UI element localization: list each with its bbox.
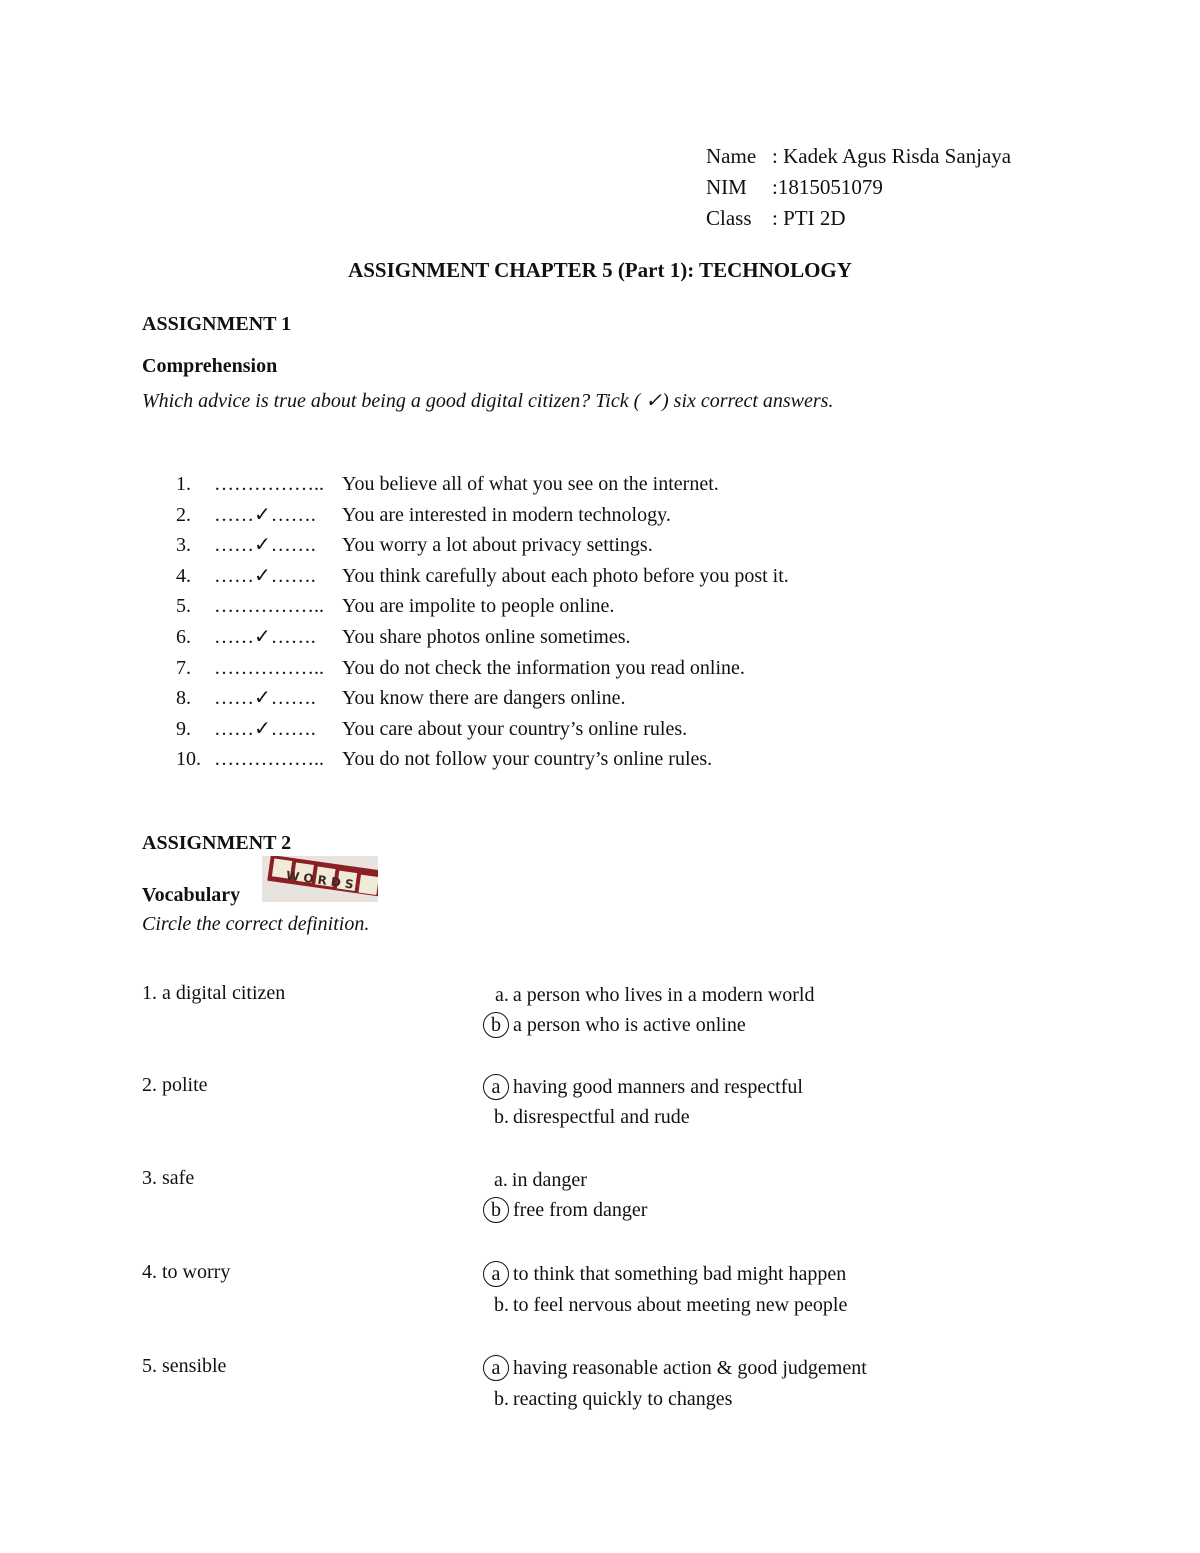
class-value: : PTI 2D [772,206,846,230]
item-number: 8. [176,687,191,710]
item-answer-mark: ……✓……. [214,717,316,740]
vocab-term: 4. to worry [142,1261,231,1283]
item-answer-mark: …………….. [214,473,324,495]
option-a [495,981,815,1009]
item-answer-mark: ……✓……. [214,503,316,526]
option-text: having good manners and respectful [513,1075,803,1098]
name-value: : Kadek Agus Risda Sanjaya [772,144,1012,168]
option-a [494,1166,587,1194]
vocab-term: 2. polite [142,1074,208,1096]
item-answer-mark: …………….. [214,595,324,618]
option-text: a person who lives in a modern world [512,983,815,1006]
item-text: You do not check the information you read online. [342,656,745,679]
item-text: You do not follow your country’s online rules. [342,748,713,771]
words-image-text: W O R D S [285,868,355,892]
option-text: to think that something bad might happen [513,1262,847,1285]
nim-value: :1815051079 [772,175,883,199]
comprehension-instruction: Which advice is true about being a good digital citizen? Tick ( ✓) six correct answers. [142,390,834,412]
item-text: You care about your country’s online rules. [342,717,688,740]
student-info [706,141,1011,234]
option-text: reacting quickly to changes [513,1387,733,1410]
list-item [176,654,789,685]
class-label: Class [706,206,752,230]
list-item [176,592,789,623]
option-a-circled [483,1073,803,1101]
option-text: disrespectful and rude [513,1105,690,1128]
assignment-1-heading: ASSIGNMENT 1 [142,313,292,335]
option-letter-circled: a [483,1074,509,1100]
item-number: 10. [176,748,201,771]
option-text: free from danger [513,1198,648,1221]
item-number: 3. [176,534,191,557]
option-b [494,1385,732,1413]
words-tiles-image [262,856,378,902]
item-answer-mark: …………….. [214,656,324,679]
item-text: You are impolite to people online. [342,595,615,618]
comprehension-list [176,470,789,776]
option-b [494,1103,690,1131]
list-item [176,531,789,562]
comprehension-heading: Comprehension [142,355,278,377]
list-item [176,745,789,776]
vocabulary-heading: Vocabulary [142,884,241,906]
list-item [176,715,789,746]
item-number: 4. [176,564,191,587]
option-letter-circled: b [483,1197,509,1223]
vocab-term: 1. a digital citizen [142,982,286,1004]
option-letter-circled: b [483,1012,509,1038]
item-text: You share photos online sometimes. [342,625,631,648]
option-b [494,1291,847,1319]
list-item [176,684,789,715]
option-letter: b. [494,1387,509,1410]
item-answer-mark: ……✓……. [214,625,316,648]
vocabulary-instruction: Circle the correct definition. [142,913,370,935]
item-number: 9. [176,717,191,740]
option-text: to feel nervous about meeting new people [513,1293,848,1316]
option-text: having reasonable action & good judgement [513,1356,867,1379]
option-b-circled [483,1011,746,1039]
option-b-circled [483,1196,647,1224]
option-letter: a. [494,1168,508,1191]
item-answer-mark: ……✓……. [214,534,316,557]
option-a-circled [483,1354,867,1382]
list-item [176,470,789,501]
option-letter: b. [494,1105,509,1128]
nim-row [706,172,1011,203]
item-number: 6. [176,625,191,648]
option-a-circled [483,1260,846,1288]
item-answer-mark: ……✓……. [214,687,316,710]
vocab-term: 5. sensible [142,1355,227,1377]
option-letter: b. [494,1293,509,1316]
class-row [706,203,1011,234]
nim-label: NIM [706,175,747,199]
item-number: 2. [176,503,191,526]
item-answer-mark: …………….. [214,748,324,771]
option-letter: a. [495,983,509,1006]
item-number: 5. [176,595,191,618]
list-item [176,623,789,654]
item-answer-mark: ……✓……. [214,564,316,587]
item-text: You know there are dangers online. [342,687,626,710]
item-text: You worry a lot about privacy settings. [342,534,653,557]
item-number: 7. [176,656,191,679]
list-item [176,501,789,532]
list-item [176,562,789,593]
item-text: You believe all of what you see on the internet. [342,473,719,495]
item-text: You think carefully about each photo before you post it. [342,564,789,587]
vocab-term: 3. safe [142,1167,195,1189]
option-text: in danger [511,1168,587,1191]
assignment-2-heading: ASSIGNMENT 2 [142,832,292,854]
option-letter-circled: a [483,1355,509,1381]
option-text: a person who is active online [513,1013,746,1036]
name-label: Name [706,144,757,168]
name-row [706,141,1011,172]
item-number: 1. [176,473,191,495]
item-text: You are interested in modern technology. [342,503,671,526]
option-letter-circled: a [483,1261,509,1287]
page-title: ASSIGNMENT CHAPTER 5 (Part 1): TECHNOLOGY [348,258,852,282]
